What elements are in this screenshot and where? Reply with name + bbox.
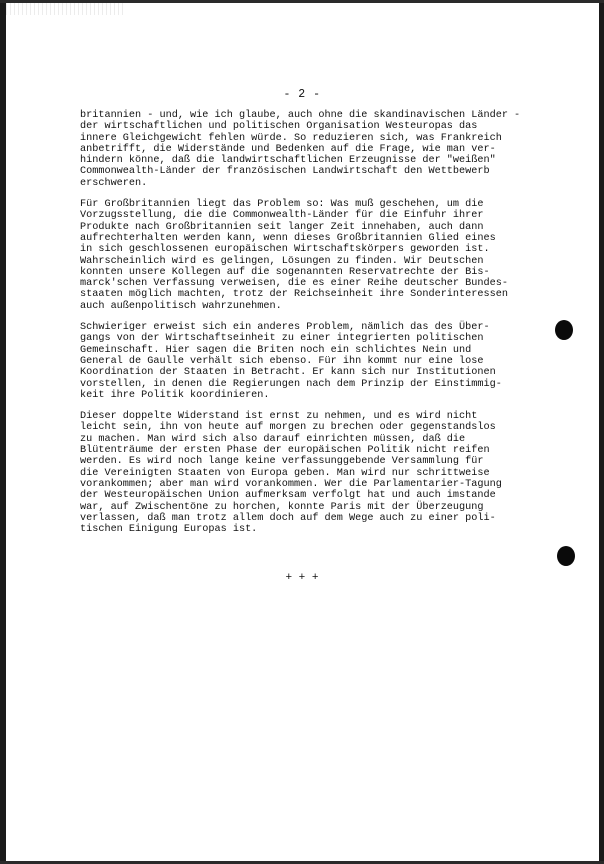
text-line: Blütenträume der ersten Phase der europäischen Politik nicht reifen [80, 445, 490, 457]
text-line: leicht sein, ihn von heute auf morgen zu brechen oder gegenstandslos [80, 422, 496, 434]
end-separator: + + + [285, 572, 319, 584]
text-line: tischen Einigung Europas ist. [80, 524, 258, 536]
text-line: auch außenpolitisch wahrzunehmen. [80, 300, 282, 312]
text-line: General de Gaulle verhält sich ebenso. Für ihn kommt nur eine lose [80, 355, 484, 367]
text-line: vorankommen; aber man wird vorankommen. Wer die Parlamentarier-Tagung [80, 478, 502, 490]
text-line: innere Gleichgewicht fehlen würde. So reduzieren sich, was Frankreich [80, 132, 502, 144]
scan-border-right [599, 0, 604, 864]
text-line: aufrechterhalten werden kann, wenn dieses Großbritannien Glied eines [80, 232, 496, 244]
punch-hole-icon [555, 320, 573, 340]
text-line: zu machen. Man wird sich also darauf einrichten müssen, daß die [80, 433, 466, 445]
body-text [80, 110, 580, 545]
text-line: Vorzugsstellung, die die Commonwealth-Länder für die Einfuhr ihrer [80, 210, 484, 222]
scan-noise [6, 3, 126, 15]
text-line: Gemeinschaft. Hier sagen die Briten noch ein schlichtes Nein und [80, 344, 472, 356]
text-line: Wahrscheinlich wird es gelingen, Lösungen zu finden. Wir Deutschen [80, 255, 484, 267]
text-line: marck'schen Verfassung verweisen, die es einer Reihe deutscher Bundes- [80, 278, 508, 290]
text-line: konnten unsere Kollegen auf die sogenannten Reservatrechte der Bis- [80, 266, 490, 278]
text-line: Commonwealth-Länder der französischen Landwirtschaft den Wettbewerb [80, 166, 490, 178]
text-line: war, auf Zwischentöne zu horchen, konnte Paris mit der Überzeugung [80, 501, 484, 513]
paragraph [80, 110, 580, 189]
text-line: der Westeuropäischen Union aufmerksam verfolgt hat und auch imstande [80, 490, 496, 502]
text-line: gangs von der Wirtschaftseinheit zu einer integrierten politischen [80, 333, 484, 345]
text-line: Dieser doppelte Widerstand ist ernst zu nehmen, und es wird nicht [80, 411, 478, 423]
punch-hole-icon [557, 546, 575, 566]
text-line: werden. Es wird noch lange keine verfassunggebende Versammlung für [80, 456, 484, 468]
text-line: keit ihre Politik koordinieren. [80, 389, 270, 401]
text-line: hindern könne, daß die landwirtschaftlichen Erzeugnisse der "weißen" [80, 155, 496, 167]
paragraph [80, 322, 580, 401]
text-line: die Vereinigten Staaten von Europa geben. Man wird nur schrittweise [80, 467, 490, 479]
text-line: Produkte nach Großbritannien seit langer Zeit innehaben, auch dann [80, 221, 484, 233]
text-line: anbetrifft, die Widerstände und Bedenken auf die Frage, wie man ver- [80, 143, 496, 155]
text-line: Koordination der Staaten in Betracht. Er kann sich nur Institutionen [80, 367, 496, 379]
paragraph [80, 199, 580, 312]
text-line: britannien - und, wie ich glaube, auch ohne die skandinavischen Länder - [80, 110, 521, 121]
text-line: in sich geschlossenen europäischen Wirtschaftskörpers geworden ist. [80, 244, 490, 256]
text-line: vorstellen, in denen die Regierungen nach dem Prinzip der Einstimmig- [80, 378, 502, 390]
text-line: staaten möglich machten, trotz der Reichseinheit ihre Sonderinteressen [80, 289, 508, 301]
text-line: verlassen, daß man trotz allem doch auf dem Wege auch zu einer poli- [80, 512, 496, 524]
text-line: der wirtschaftlichen und politischen Organisation Westeuropas das [80, 121, 478, 133]
paragraph [80, 411, 580, 535]
page-number: - 2 - [283, 88, 321, 101]
text-line: erschweren. [80, 177, 148, 189]
scan-border-left [0, 0, 6, 864]
text-line: Für Großbritannien liegt das Problem so: Was muß geschehen, um die [80, 199, 484, 211]
text-line: Schwieriger erweist sich ein anderes Problem, nämlich das des Über- [80, 322, 490, 334]
